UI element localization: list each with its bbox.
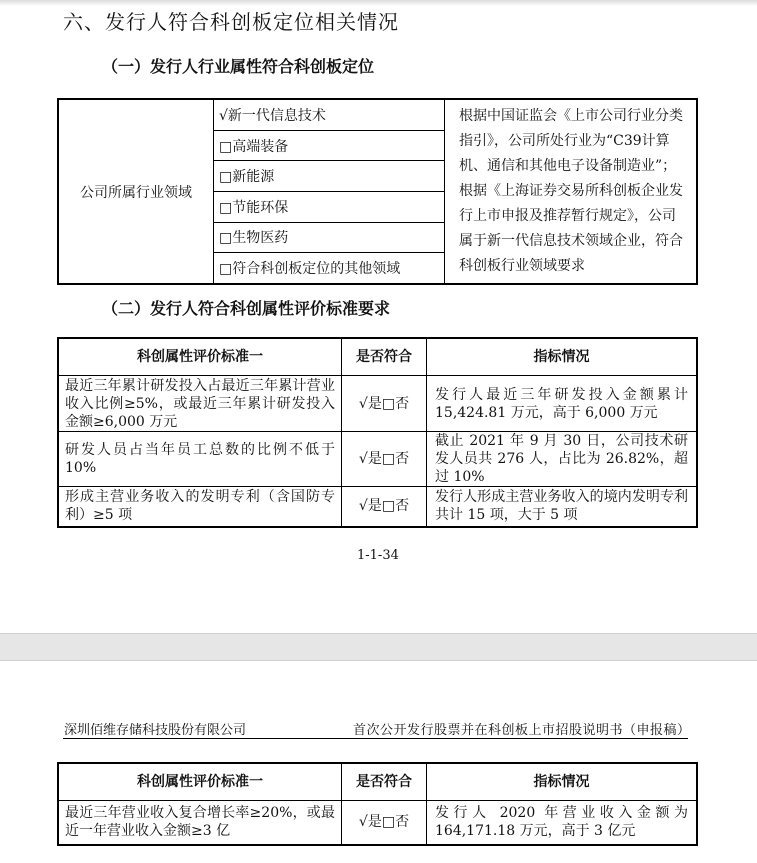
industry-option: □节能环保 [214,191,445,222]
criterion-cell: 形成主营业务收入的发明专利（含国防专利）≥5 项 [58,487,342,527]
status-cell: 发行人 2020 年营业收入金额为 164,171.18 万元，高于 3 亿元 [427,801,698,845]
meets-cell: √是□否 [342,487,427,527]
status-cell: 截止 2021 年 9 月 30 日，公司技术研发人员共 276 人，占比为 26.82%，超过 10% [427,432,698,487]
industry-table [57,98,698,285]
table-row [58,376,697,432]
industry-option: □新能源 [214,161,445,192]
table-row [58,487,697,527]
industry-option: □符合科创板定位的其他领域 [214,253,445,284]
criterion-cell: 最近三年营业收入复合增长率≥20%，或最近一年营业收入金额≥3 亿 [58,801,342,845]
column-header: 是否符合 [342,763,427,801]
column-header: 科创属性评价标准一 [58,338,342,376]
subsection-heading-2: （二）发行人符合科创属性评价标准要求 [102,299,391,318]
criterion-cell: 最近三年累计研发投入占最近三年累计营业收入比例≥5%，或最近三年累计研发投入金额≥6,000 万元 [58,376,342,432]
section-heading: 六、发行人符合科创板定位相关情况 [63,10,399,34]
column-header: 指标情况 [427,763,698,801]
status-cell: 发行人形成主营业务收入的境内发明专利共计 15 项，大于 5 项 [427,487,698,527]
header-doc-title: 首次公开发行股票并在科创板上市招股说明书（申报稿） [353,723,691,738]
meets-cell: √是□否 [342,376,427,432]
header-company: 深圳佰维存储科技股份有限公司 [64,723,247,738]
page-number: 1-1-34 [357,548,399,563]
industry-option: √新一代信息技术 [214,99,445,130]
table-row [58,432,697,487]
industry-description: 根据中国证监会《上市公司行业分类指引》，公司所处行业为“C39计算机、通信和其他电子设备制造业”；根据《上海证券交易所科创板企业发行上市申报及推荐暂行规定》，公司属于新一代信息技术领域企业，符合科创板行业领域要求 [445,99,698,284]
table-row [58,801,697,845]
meets-cell: √是□否 [342,432,427,487]
column-header: 是否符合 [342,338,427,376]
criteria-table [57,337,698,528]
meets-cell: √是□否 [342,801,427,845]
column-header: 指标情况 [427,338,698,376]
status-cell: 发行人最近三年研发投入金额累计15,424.81 万元，高于 6,000 万元 [427,376,698,432]
column-header: 科创属性评价标准一 [58,763,342,801]
industry-label: 公司所属行业领域 [58,99,214,284]
criteria-table-continued [57,762,698,846]
industry-option: □生物医药 [214,222,445,253]
page-gap [0,633,757,661]
subsection-heading-1: （一）发行人行业属性符合科创板定位 [102,57,375,76]
industry-option: □高端装备 [214,130,445,161]
header-rule [63,738,688,739]
criterion-cell: 研发人员占当年员工总数的比例不低于 10% [58,432,342,487]
